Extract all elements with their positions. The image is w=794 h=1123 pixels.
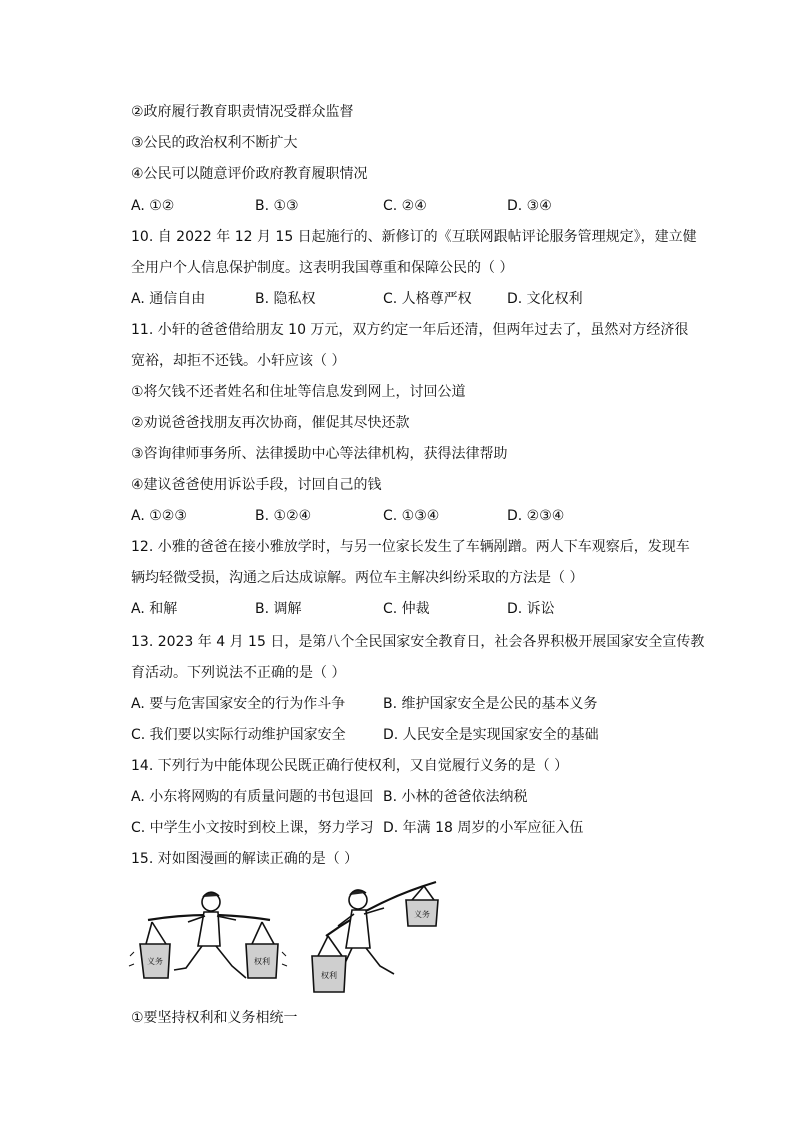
comic-left-basket-label-b: 权利 <box>254 957 270 966</box>
q11-statement-1: ①将欠钱不还者姓名和住址等信息发到网上，讨回公道 <box>131 384 466 400</box>
q11-stem-line-2: 宽裕，却拒不还钱。小轩应该（ ） <box>131 353 346 369</box>
q13-option-d: D. 人民安全是实现国家安全的基础 <box>383 727 599 743</box>
q14-option-c: C. 中学生小文按时到校上课，努力学习 <box>131 820 374 836</box>
comic-unbalanced-carrier <box>296 870 446 1000</box>
q13-option-b: B. 维护国家安全是公民的基本义务 <box>383 696 598 712</box>
q9-statement-4: ④公民可以随意评价政府教育履职情况 <box>131 166 368 182</box>
q13-option-c: C. 我们要以实际行动维护国家安全 <box>131 727 346 743</box>
q10-stem-line-2: 全用户个人信息保护制度。这表明我国尊重和保障公民的（ ） <box>131 260 514 276</box>
q11-option-c: C. ①③④ <box>383 508 440 524</box>
q11-statement-2: ②劝说爸爸找朋友再次协商，催促其尽快还款 <box>131 415 410 431</box>
q12-option-c: C. 仲裁 <box>383 601 430 617</box>
q10-option-b: B. 隐私权 <box>255 291 316 307</box>
q12-stem-line-2: 辆均轻微受损，沟通之后达成谅解。两位车主解决纠纷采取的方法是（ ） <box>131 570 584 586</box>
q9-option-b: B. ①③ <box>255 198 299 214</box>
q12-option-a: A. 和解 <box>131 601 178 617</box>
q14-stem: 14. 下列行为中能体现公民既正确行使权利，又自觉履行义务的是（ ） <box>131 758 569 774</box>
q11-option-b: B. ①②④ <box>255 508 312 524</box>
q10-stem-line-1: 10. 自 2022 年 12 月 15 日起施行的、新修订的《互联网跟帖评论服务管理规定》，建立健 <box>131 229 697 245</box>
q14-option-b: B. 小林的爸爸依法纳税 <box>383 789 528 805</box>
q9-statement-2: ②政府履行教育职责情况受群众监督 <box>131 104 354 120</box>
q14-option-a: A. 小东将网购的有质量问题的书包退回 <box>131 789 374 805</box>
q9-option-c: C. ②④ <box>383 198 427 214</box>
q11-option-d: D. ②③④ <box>507 508 565 524</box>
q11-statement-4: ④建议爸爸使用诉讼手段，讨回自己的钱 <box>131 477 382 493</box>
q13-option-a: A. 要与危害国家安全的行为作斗争 <box>131 696 346 712</box>
q15-stem: 15. 对如图漫画的解读正确的是（ ） <box>131 851 359 867</box>
q10-option-c: C. 人格尊严权 <box>383 291 472 307</box>
q11-statement-3: ③咨询律师事务所、法律援助中心等法律机构，获得法律帮助 <box>131 446 508 462</box>
q11-option-a: A. ①②③ <box>131 508 187 524</box>
q12-stem-line-1: 12. 小雅的爸爸在接小雅放学时，与另一位家长发生了车辆剐蹭。两人下车观察后，发现车 <box>131 539 690 555</box>
q13-stem-line-1: 13. 2023 年 4 月 15 日，是第八个全民国家安全教育日，社会各界积极开展国家安全宣传教 <box>131 634 705 650</box>
comic-right-basket-label-a: 义务 <box>414 910 430 919</box>
comic-left-basket-label-a: 义务 <box>147 957 163 966</box>
q10-option-a: A. 通信自由 <box>131 291 206 307</box>
q9-option-d: D. ③④ <box>507 198 552 214</box>
q10-option-d: D. 文化权利 <box>507 291 583 307</box>
q11-stem-line-1: 11. 小轩的爸爸借给朋友 10 万元，双方约定一年后还清，但两年过去了，虽然对方经济很 <box>131 322 689 338</box>
q13-stem-line-2: 育活动。下列说法不正确的是（ ） <box>131 665 346 681</box>
q9-statement-3: ③公民的政治权利不断扩大 <box>131 135 298 151</box>
q14-option-d: D. 年满 18 周岁的小军应征入伍 <box>383 820 584 836</box>
q9-option-a: A. ①② <box>131 198 175 214</box>
q12-option-b: B. 调解 <box>255 601 302 617</box>
q12-option-d: D. 诉讼 <box>507 601 555 617</box>
comic-balanced-carrier <box>128 882 288 1002</box>
q15-statement-1: ①要坚持权利和义务相统一 <box>131 1010 298 1026</box>
comic-right-basket-label-b: 权利 <box>321 971 337 980</box>
